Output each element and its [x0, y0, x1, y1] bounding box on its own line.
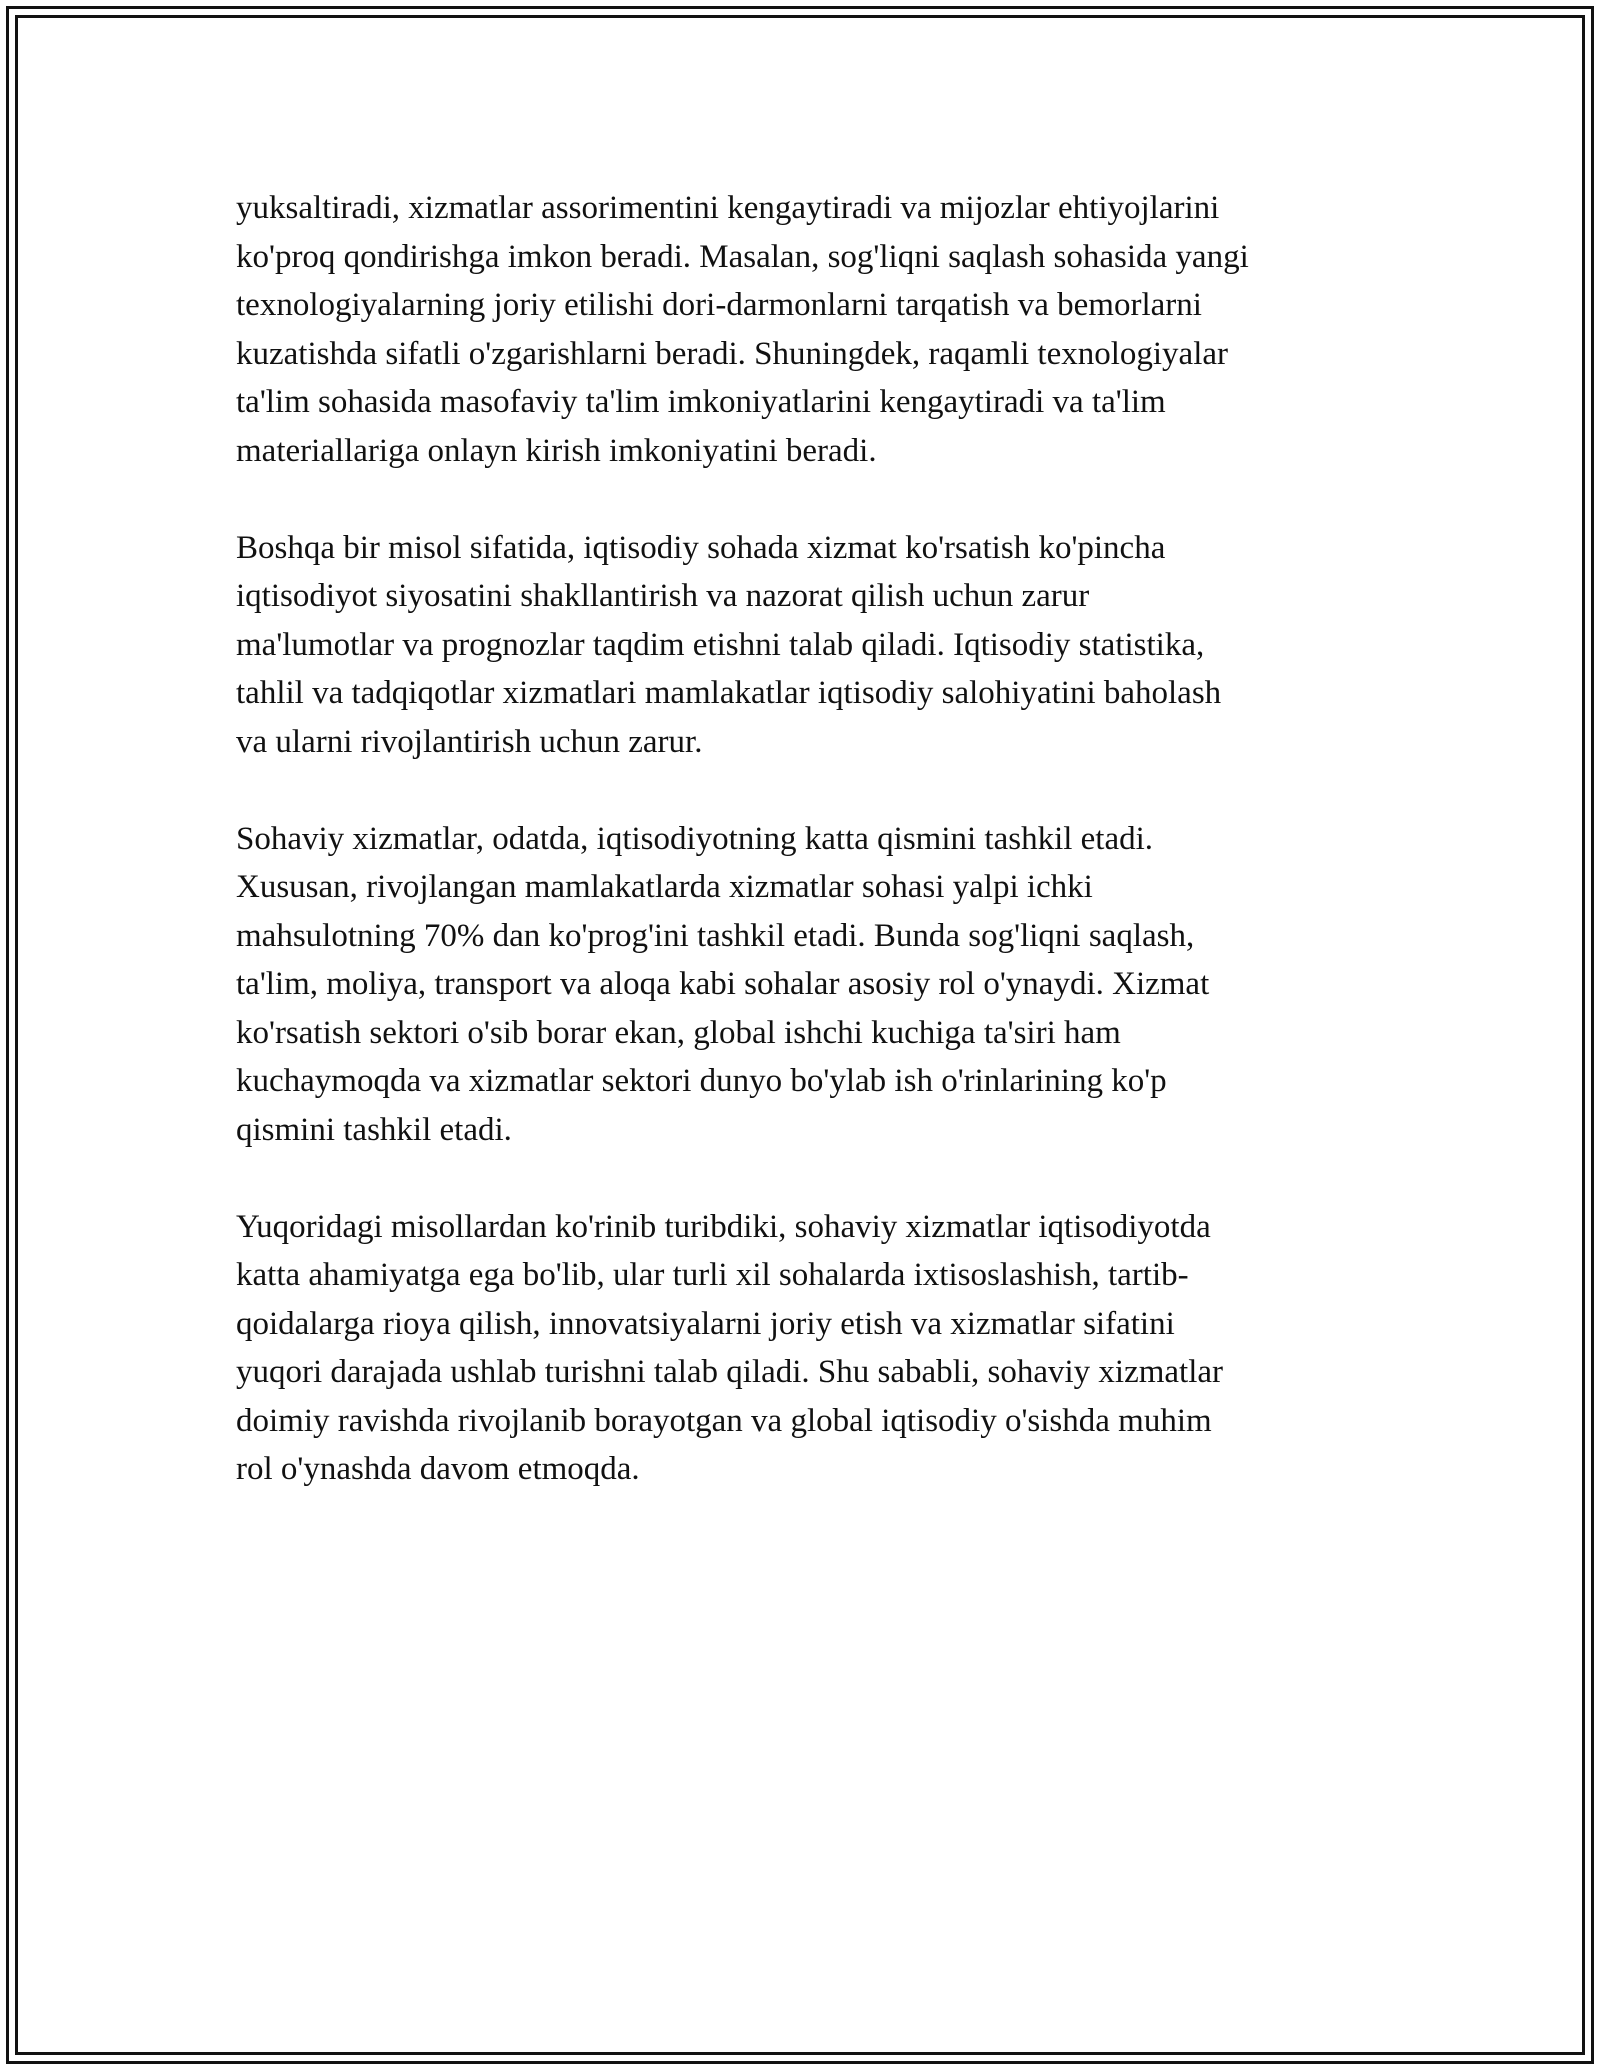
paragraph-4	[236, 1203, 1386, 1494]
text-line: ma'lumotlar va prognozlar taqdim etishni talab qiladi. Iqtisodiy statistika,	[236, 626, 1205, 663]
text-line: iqtisodiyot siyosatini shakllantirish va nazorat qilish uchun zarur	[236, 578, 1090, 614]
text-line: qoidalarga rioya qilish, innovatsiyalarni joriy etish va xizmatlar sifatini	[236, 1305, 1175, 1342]
text-line: kuchaymoqda va xizmatlar sektori dunyo bo'ylab ish o'rinlarining ko'p	[236, 1063, 1167, 1099]
paragraph-3	[236, 815, 1386, 1155]
text-line: rol o'ynashda davom etmoqda.	[236, 1451, 640, 1487]
paragraph-2	[236, 524, 1386, 767]
text-line: Boshqa bir misol sifatida, iqtisodiy sohada xizmat ko'rsatish ko'pincha	[236, 529, 1166, 566]
document-body	[236, 184, 1386, 1542]
text-line: tahlil va tadqiqotlar xizmatlari mamlakatlar iqtisodiy salohiyatini baholash	[236, 675, 1222, 711]
text-line: ta'lim, moliya, transport va aloqa kabi sohalar asosiy rol o'ynaydi. Xizmat	[236, 966, 1210, 1002]
text-line: Yuqoridagi misollardan ko'rinib turibdiki, sohaviy xizmatlar iqtisodiyotda	[236, 1208, 1211, 1245]
paragraph-1	[236, 184, 1386, 475]
text-line: yuqori darajada ushlab turishni talab qiladi. Shu sababli, sohaviy xizmatlar	[236, 1354, 1224, 1390]
text-line: va ularni rivojlantirish uchun zarur.	[236, 723, 703, 760]
text-line: Sohaviy xizmatlar, odatda, iqtisodiyotning katta qismini tashkil etadi.	[236, 820, 1154, 857]
text-line: doimiy ravishda rivojlanib borayotgan va global iqtisodiy o'sishda muhim	[236, 1402, 1212, 1439]
text-line: qismini tashkil etadi.	[236, 1111, 512, 1148]
text-line: katta ahamiyatga ega bo'lib, ular turli xil sohalarda ixtisoslashish, tartib-	[236, 1257, 1189, 1293]
text-line: kuzatishda sifatli o'zgarishlarni beradi. Shuningdek, raqamli texnologiyalar	[236, 335, 1228, 372]
text-line: materiallariga onlayn kirish imkoniyatini beradi.	[236, 432, 877, 469]
text-line: mahsulotning 70% dan ko'prog'ini tashkil etadi. Bunda sog'liqni saqlash,	[236, 917, 1195, 954]
text-line: ko'rsatish sektori o'sib borar ekan, global ishchi kuchiga ta'siri ham	[236, 1014, 1121, 1051]
text-line: yuksaltiradi, xizmatlar assorimentini kengaytiradi va mijozlar ehtiyojlarini	[236, 190, 1220, 226]
text-line: texnologiyalarning joriy etilishi dori-darmonlarni tarqatish va bemorlarni	[236, 287, 1202, 323]
text-line: Xususan, rivojlangan mamlakatlarda xizmatlar sohasi yalpi ichki	[236, 869, 1093, 905]
text-line: ko'proq qondirishga imkon beradi. Masalan, sog'liqni saqlash sohasida yangi	[236, 238, 1249, 275]
text-line: ta'lim sohasida masofaviy ta'lim imkoniyatlarini kengaytiradi va ta'lim	[236, 384, 1166, 420]
